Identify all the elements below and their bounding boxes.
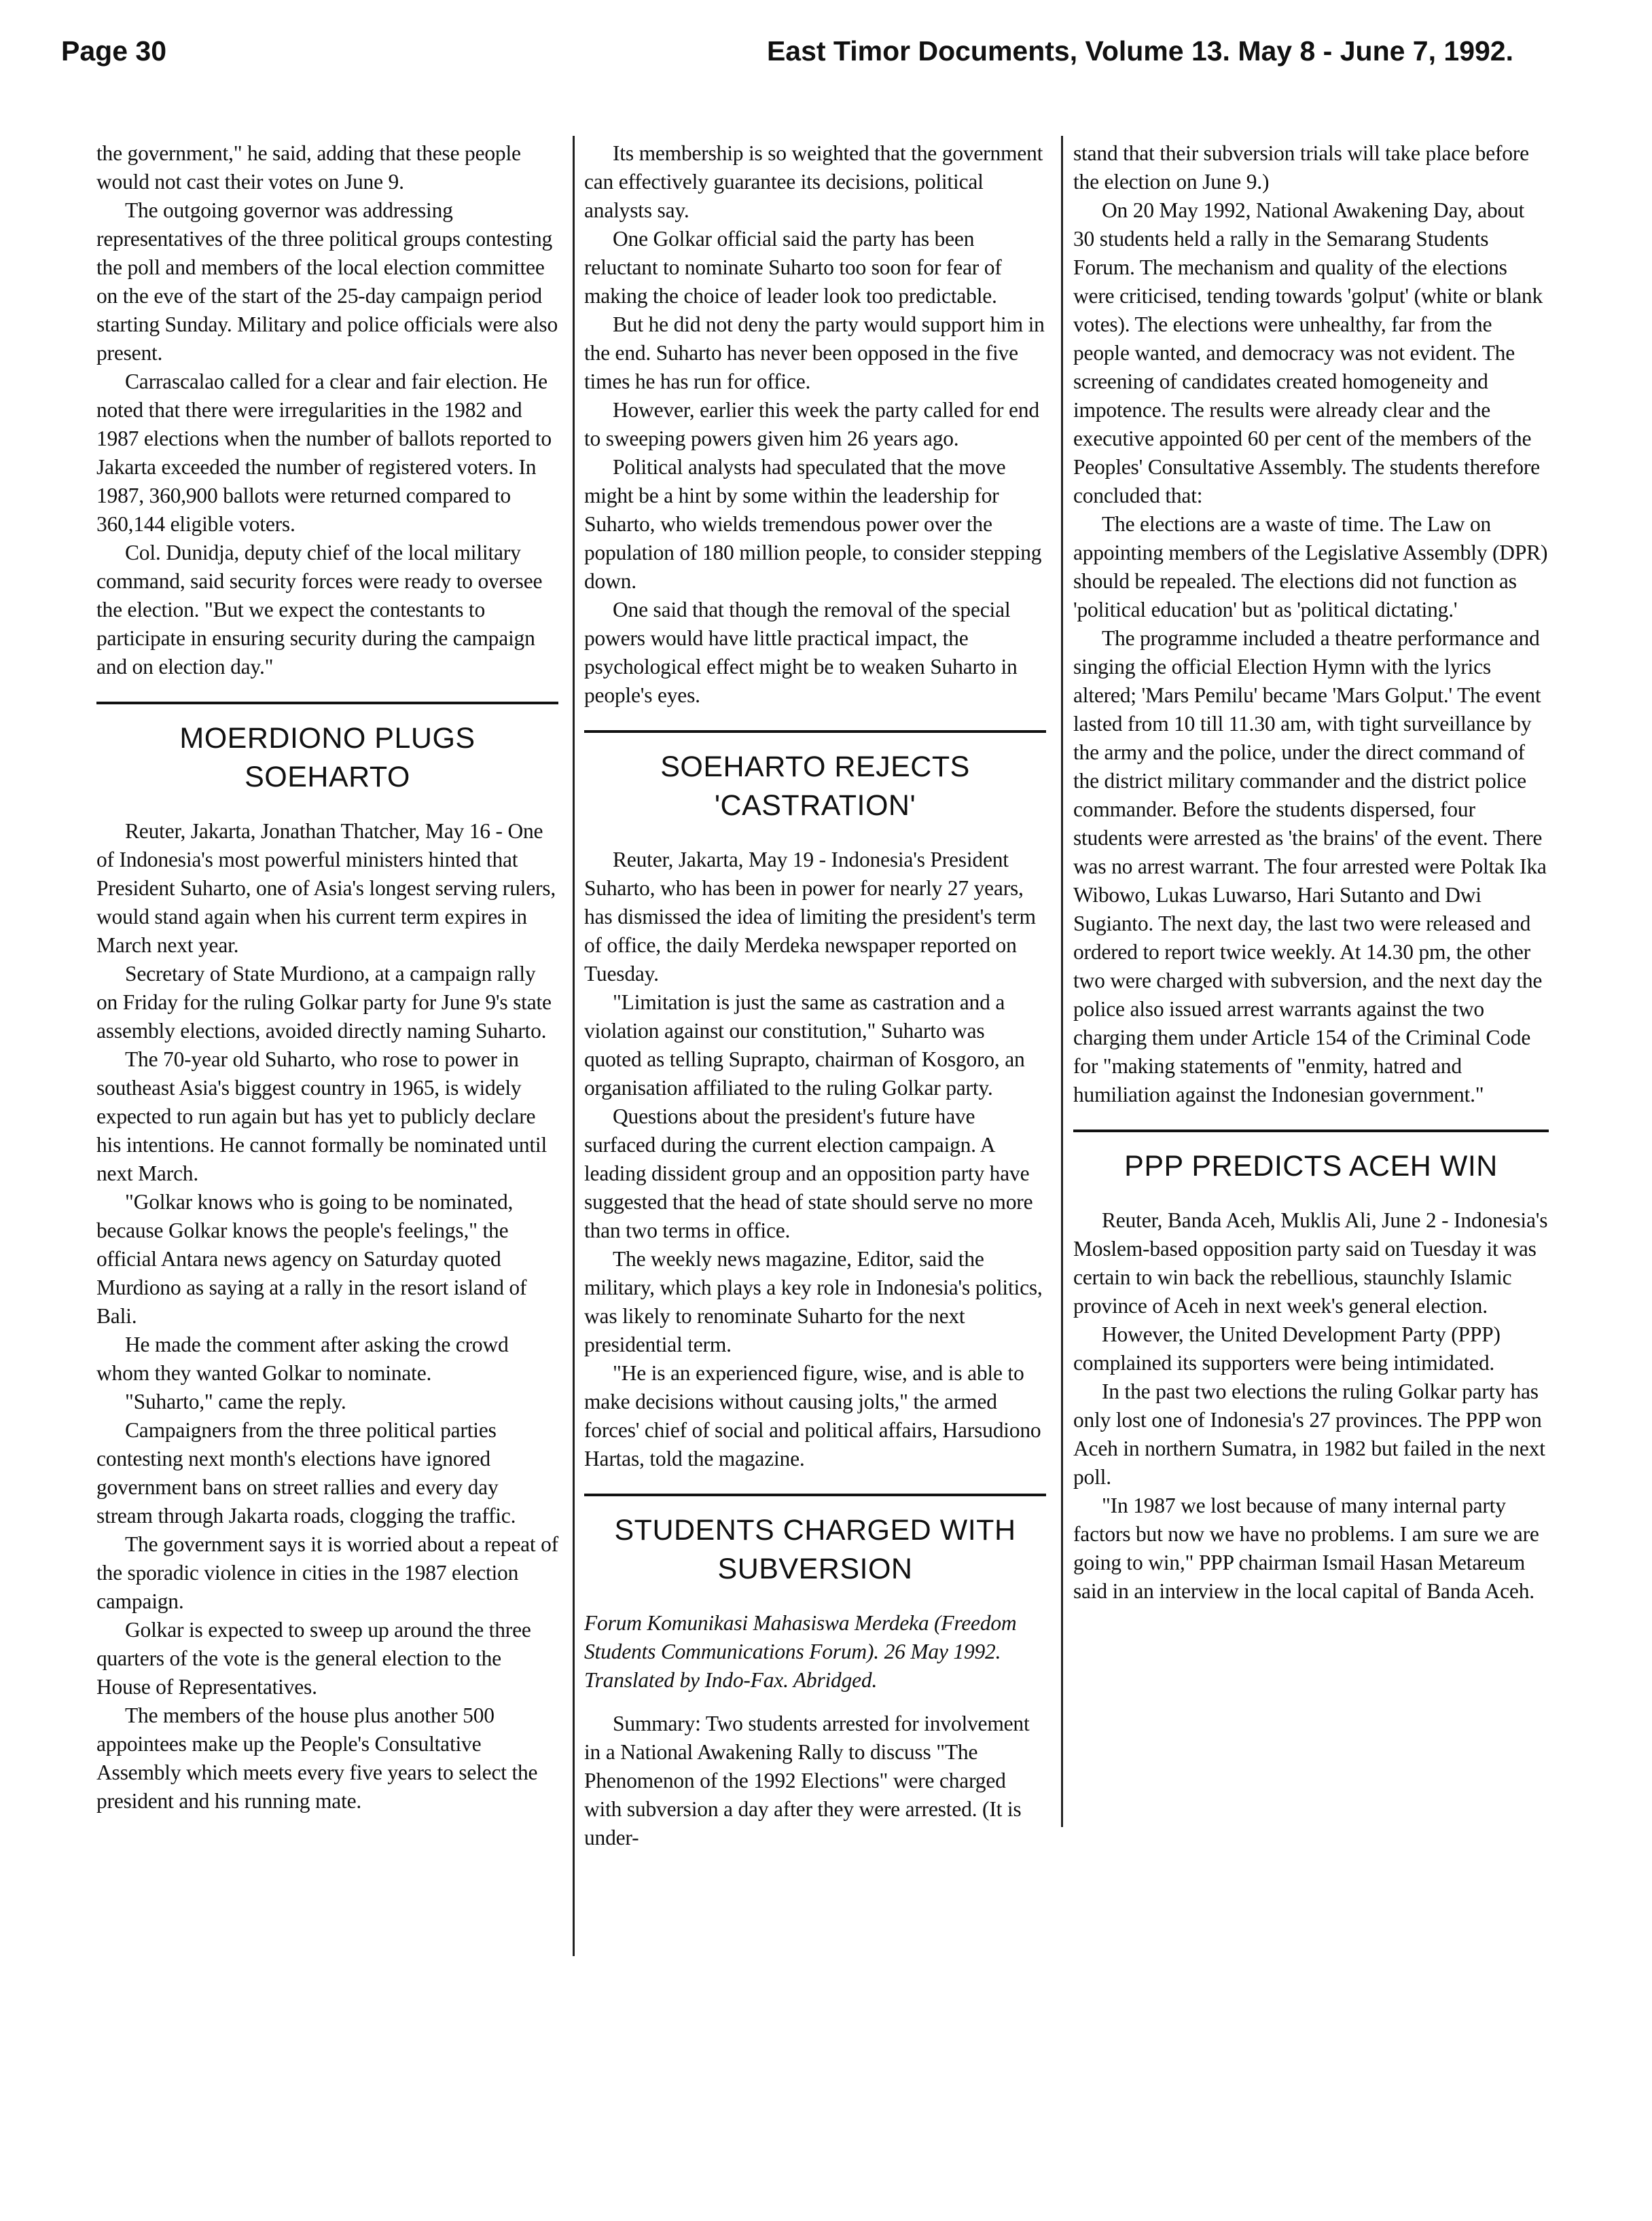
paragraph: Political analysts had speculated that the move might be a hint by some within the leadership for Suharto, who wields tremendous power over the population of 180 million people, to consider stepping down. [584, 455, 1042, 593]
summary-paragraph: Summary: Two students arrested for involvement in a National Awakening Rally to discuss "The Phenomenon of the 1992 Elections" were charged with subversion a day after they were arrested. (It is under- [584, 1712, 1030, 1849]
article-lead: Reuter, Jakarta, Jonathan Thatcher, May 16 - One of Indonesia's most powerful ministers hinted that President Suharto, one of Asia's longest serving rulers, would stand again when his current term expires in March next year. [96, 819, 556, 957]
article-lead: Reuter, Jakarta, May 19 - Indonesia's President Suharto, who has been in power for nearly 27 years, has dismissed the idea of limiting the president's term of office, the daily Merdeka newspaper reported on Tuesday. [584, 848, 1036, 986]
paragraph: However, earlier this week the party called for end to sweeping powers given him 26 years ago. [584, 398, 1039, 450]
paragraph: Campaigners from the three political parties contesting next month's elections have ignored government bans on street rallies and every day stream through Jakarta roads, clogging the traffic. [96, 1418, 516, 1528]
column-3 [1073, 139, 1549, 1606]
article-headline: MOERDIONO PLUGS SOEHARTO [96, 702, 558, 797]
paragraph: However, the United Development Party (PPP) complained its supporters were being intimidated. [1073, 1322, 1501, 1375]
paragraph: "Golkar knows who is going to be nominated, because Golkar knows the people's feelings," the official Antara news agency on Saturday quoted Murdiono as saying at a rally in the resort island of Bali. [96, 1190, 527, 1328]
paragraph: Carrascalao called for a clear and fair election. He noted that there were irregularities in the 1982 and 1987 elections when the number of ballots reported to Jakarta exceeded the number of registered voters. In 1987, 360,900 ballots were returned compared to 360,144 eligible voters. [96, 369, 552, 536]
column-divider [1061, 136, 1063, 1827]
paragraph: The elections are a waste of time. The Law on appointing members of the Legislative Assembly (DPR) should be repealed. The elections did not function as 'political education' but as 'political dictating.' [1073, 512, 1548, 621]
paragraph: "In 1987 we lost because of many internal party factors but now we have no problems. I am sure we are going to win," PPP chairman Ismail Hasan Metareum said in an interview in the local capital of Banda Aceh. [1073, 1494, 1539, 1603]
paragraph: The members of the house plus another 500 appointees make up the People's Consultative Assembly which meets every five years to select the president and his running mate. [96, 1703, 538, 1813]
paragraph: One said that though the removal of the special powers would have little practical impact, the psychological effect might be to weaken Suharto in people's eyes. [584, 598, 1018, 707]
column-1 [96, 139, 558, 1816]
article-headline: PPP PREDICTS ACEH WIN [1073, 1130, 1549, 1186]
article-lead: Reuter, Banda Aceh, Muklis Ali, June 2 - Indonesia's Moslem-based opposition party said on Tuesday it was certain to win back the rebellious, staunchly Islamic province of Aceh in next week's general election. [1073, 1208, 1548, 1318]
column-divider [573, 136, 575, 1956]
paragraph: Golkar is expected to sweep up around the three quarters of the vote is the general election to the House of Representatives. [96, 1618, 531, 1699]
paragraph: The government says it is worried about a repeat of the sporadic violence in cities in the 1987 election campaign. [96, 1532, 558, 1613]
paragraph: He made the comment after asking the crowd whom they wanted Golkar to nominate. [96, 1333, 509, 1385]
paragraph: Secretary of State Murdiono, at a campaign rally on Friday for the ruling Golkar party for June 9's state assembly elections, avoided directly naming Suharto. [96, 962, 552, 1043]
paragraph: The outgoing governor was addressing representatives of the three political groups contesting the poll and members of the local election committee on the eve of the start of the 25-day campaign period starting Sunday. Military and police officials were also present. [96, 198, 558, 365]
paragraph: On 20 May 1992, National Awakening Day, about 30 students held a rally in the Semarang Students Forum. The mechanism and quality of the elections were criticised, tending towards 'golput' (white or blank votes). The elections were unhealthy, far from the people wanted, and democracy was not evident. The screening of candidates created homogeneity and impotence. The results were already clear and the executive appointed 60 per cent of the members of the Peoples' Consultative Assembly. The students therefore concluded that: [1073, 198, 1543, 507]
paragraph: Its membership is so weighted that the government can effectively guarantee its decisions, political analysts say. [584, 141, 1043, 222]
page-number: Page 30 [61, 35, 166, 67]
source-credit: Forum Komunikasi Mahasiswa Merdeka (Freedom Students Communications Forum). 26 May 1992. Translated by Indo-Fax. Abridged. [584, 1611, 1017, 1692]
paragraph: the government," he said, adding that these people would not cast their votes on June 9. [96, 141, 521, 194]
paragraph: But he did not deny the party would support him in the end. Suharto has never been opposed in the five times he has run for office. [584, 312, 1045, 393]
paragraph: "Suharto," came the reply. [125, 1390, 346, 1413]
paragraph: Col. Dunidja, deputy chief of the local military command, said security forces were ready to oversee the election. "But we expect the contestants to participate in ensuring security during the campaign and on election day." [96, 541, 543, 679]
paragraph: In the past two elections the ruling Golkar party has only lost one of Indonesia's 27 provinces. The PPP won Aceh in northern Sumatra, in 1982 but failed in the next poll. [1073, 1379, 1545, 1489]
paragraph: The programme included a theatre performance and singing the official Election Hymn with the lyrics altered; 'Mars Pemilu' became 'Mars Golput.' The event lasted from 10 till 11.30 am, with tight surveillance by the army and the police, under the direct command of the district military commander and the district police commander. Before the students dispersed, four students were arrested as 'the brains' of the event. There was no arrest warrant. The four arrested were Poltak Ika Wibowo, Lukas Luwarso, Hari Sutanto and Dwi Sugianto. The next day, the last two were released and ordered to report twice weekly. At 14.30 pm, the other two were charged with subversion, and the next day the police also issued arrest warrants against the two charging them under Article 154 of the Criminal Code for "making statements of "enmity, hatred and humiliation against the Indonesian government." [1073, 626, 1547, 1106]
article-headline: SOEHARTO REJECTS 'CASTRATION' [584, 730, 1046, 825]
paragraph: Questions about the president's future have surfaced during the current election campaign. A leading dissident group and an opposition party have suggested that the head of state should serve no more than two terms in office. [584, 1104, 1033, 1242]
running-header: East Timor Documents, Volume 13. May 8 - June 7, 1992. [766, 35, 1513, 67]
column-2 [584, 139, 1046, 1852]
paragraph: "Limitation is just the same as castration and a violation against our constitution," Suharto was quoted as telling Suprapto, chairman of Kosgoro, an organisation affiliated to the ruling Golkar party. [584, 990, 1025, 1100]
paragraph: "He is an experienced figure, wise, and is able to make decisions without causing jolts," the armed forces' chief of social and political affairs, Harsudiono Hartas, told the magazine. [584, 1361, 1041, 1470]
paragraph: The weekly news magazine, Editor, said the military, which plays a key role in Indonesia's politics, was likely to renominate Suharto for the next presidential term. [584, 1247, 1043, 1356]
paragraph: One Golkar official said the party has been reluctant to nominate Suharto too soon for fear of making the choice of leader look too predictable. [584, 227, 1002, 308]
paragraph: The 70-year old Suharto, who rose to power in southeast Asia's biggest country in 1965, is widely expected to run again but has yet to publicly declare his intentions. He cannot formally be nominated until next March. [96, 1047, 547, 1185]
paragraph: stand that their subversion trials will take place before the election on June 9.) [1073, 141, 1529, 194]
article-headline: STUDENTS CHARGED WITH SUBVERSION [584, 1494, 1046, 1589]
